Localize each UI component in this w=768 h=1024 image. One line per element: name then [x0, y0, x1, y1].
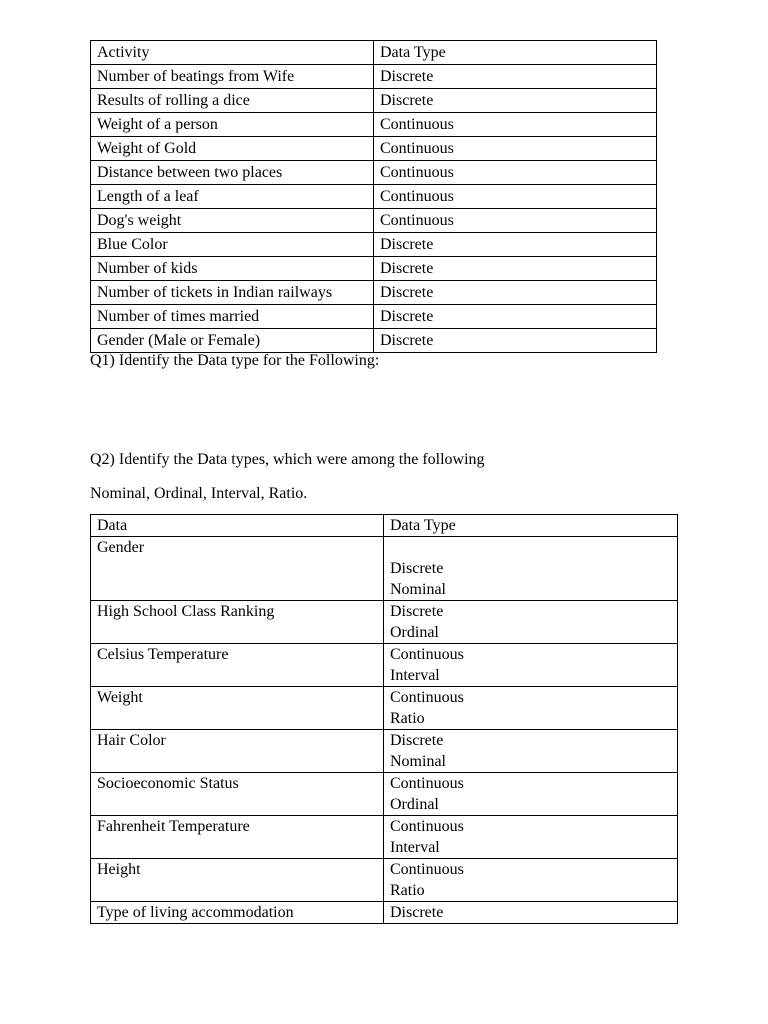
table-row [91, 730, 678, 773]
data-type-cell [384, 687, 678, 730]
header-data-type: Data Type [384, 515, 678, 537]
measure-type: Discrete [390, 904, 444, 921]
table-row [91, 185, 657, 209]
data-type-cell: Discrete [374, 305, 657, 329]
scale-type: Ratio [390, 882, 425, 899]
data-type-cell: Continuous [374, 185, 657, 209]
activity-cell: Distance between two places [91, 161, 374, 185]
data-type-cell: Continuous [374, 137, 657, 161]
activity-cell: Dog's weight [91, 209, 374, 233]
data-type-table-2 [90, 514, 678, 924]
measure-type: Continuous [390, 775, 464, 792]
table-row [91, 281, 657, 305]
data-cell: Gender [91, 537, 384, 601]
activity-cell: Number of kids [91, 257, 374, 281]
table-row [91, 113, 657, 137]
data-type-cell: Discrete [374, 329, 657, 353]
question-2-options: Nominal, Ordinal, Interval, Ratio. [90, 485, 308, 502]
scale-type: Ratio [390, 710, 425, 727]
table-row [91, 859, 678, 902]
data-cell: Height [91, 859, 384, 902]
question-1: Q1) Identify the Data type for the Following: [90, 352, 380, 369]
data-type-cell: Continuous [374, 209, 657, 233]
activity-cell: Gender (Male or Female) [91, 329, 374, 353]
data-cell: Hair Color [91, 730, 384, 773]
data-type-cell: Discrete [374, 89, 657, 113]
data-type-cell [384, 537, 678, 601]
activity-cell: Number of beatings from Wife [91, 65, 374, 89]
measure-type: Continuous [390, 861, 464, 878]
question-2: Q2) Identify the Data types, which were among the following [90, 451, 485, 468]
scale-type: Ordinal [390, 624, 439, 641]
table-row [91, 644, 678, 687]
activity-cell: Number of times married [91, 305, 374, 329]
activity-cell: Weight of a person [91, 113, 374, 137]
table-row [91, 305, 657, 329]
data-type-cell: Continuous [374, 161, 657, 185]
table-row [91, 687, 678, 730]
table-row [91, 816, 678, 859]
data-type-cell: Discrete [374, 257, 657, 281]
measure-type: Discrete [390, 732, 444, 749]
data-type-cell [384, 644, 678, 687]
table-row [91, 209, 657, 233]
data-type-cell [384, 816, 678, 859]
scale-type: Nominal [390, 753, 446, 770]
data-cell: Type of living accommodation [91, 902, 384, 924]
measure-type: Discrete [390, 560, 444, 577]
header-activity: Activity [91, 41, 374, 65]
table-row [91, 65, 657, 89]
data-cell: Socioeconomic Status [91, 773, 384, 816]
table-header-row [91, 515, 678, 537]
data-type-cell: Discrete [374, 281, 657, 305]
activity-cell: Weight of Gold [91, 137, 374, 161]
measure-type: Continuous [390, 689, 464, 706]
table-row [91, 257, 657, 281]
header-data: Data [91, 515, 384, 537]
scale-type: Interval [390, 667, 440, 684]
table-row [91, 537, 678, 601]
activity-cell: Length of a leaf [91, 185, 374, 209]
data-type-cell [384, 730, 678, 773]
table-header-row [91, 41, 657, 65]
activity-cell: Blue Color [91, 233, 374, 257]
table-row [91, 89, 657, 113]
table-row [91, 137, 657, 161]
table-row [91, 773, 678, 816]
measure-type: Continuous [390, 818, 464, 835]
scale-type: Nominal [390, 581, 446, 598]
table-row [91, 329, 657, 353]
data-type-cell [384, 773, 678, 816]
table-row [91, 601, 678, 644]
data-cell: Celsius Temperature [91, 644, 384, 687]
activity-cell: Number of tickets in Indian railways [91, 281, 374, 305]
scale-type: Interval [390, 839, 440, 856]
data-cell: Weight [91, 687, 384, 730]
table-row [91, 233, 657, 257]
measure-type: Continuous [390, 646, 464, 663]
data-type-cell: Discrete [374, 233, 657, 257]
data-type-cell [384, 601, 678, 644]
header-data-type: Data Type [374, 41, 657, 65]
data-type-cell: Continuous [374, 113, 657, 137]
table-row [91, 161, 657, 185]
data-type-cell [384, 859, 678, 902]
table-row [91, 902, 678, 924]
data-cell: Fahrenheit Temperature [91, 816, 384, 859]
data-type-cell: Discrete [374, 65, 657, 89]
data-type-cell [384, 902, 678, 924]
scale-type: Ordinal [390, 796, 439, 813]
data-cell: High School Class Ranking [91, 601, 384, 644]
data-type-table-1 [90, 40, 657, 353]
measure-type: Discrete [390, 603, 444, 620]
activity-cell: Results of rolling a dice [91, 89, 374, 113]
